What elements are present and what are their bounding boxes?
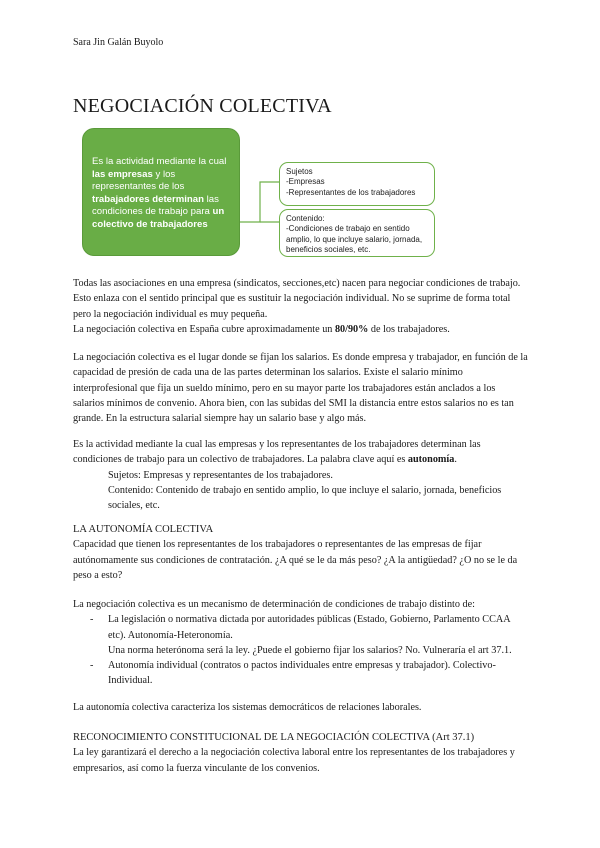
definition-bold-colectivo: un colectivo de trabajadores (92, 206, 225, 230)
paragraph-democraticos (73, 700, 528, 715)
page-title: NEGOCIACIÓN COLECTIVA (73, 95, 332, 117)
contenido-line: Contenido: Contenido de trabajo en sentido amplio, lo que incluye el salario, jornada, beneficios sociales, etc. (108, 484, 502, 512)
sujetos-line: Sujetos: Empresas y representantes de los trabajadores. (108, 469, 333, 481)
coverage-text-end: de los trabajadores. (368, 323, 450, 335)
section-autonomia-colectiva (73, 522, 528, 583)
definition-bold-trabajadores: trabajadores determinan (92, 193, 204, 205)
keyword-autonomia: autonomía (407, 454, 455, 466)
sujetos-representantes: -Representantes de los trabajadores (286, 187, 416, 197)
list-item-note: Una norma heterónoma será la ley. ¿Puede el gobierno fijar los salarios? No. Vulneraría el art 37.1. (108, 644, 512, 656)
paragraph-text: La negociación colectiva es el lugar donde se fijan los salarios. Es donde empresa y trabajador, en función de la capacidad de presión de cada una de las partes determinan los salarios. Existe el salario mínimo interprofesional que fija un sueldo mínimo, pero en su mayor parte los trabajadores están anclados a los salarios mínimos de convenio. Ahora bien, con las subidas del SMI la distancia entre estos salarios no es tan grande. En la estructura salarial siempre hay un salario base y algo más. (73, 352, 528, 425)
sujetos-box (279, 162, 435, 206)
contenido-label: Contenido: (286, 214, 325, 223)
section-text: La ley garantizará el derecho a la negociación colectiva laboral entre los representantes de los trabajadores y empresarios, así como la fuerza vinculante de los convenios. (73, 747, 515, 774)
contenido-box (279, 209, 435, 257)
definition-text: y los representantes de los (92, 168, 185, 193)
paragraph-mecanismo (73, 597, 528, 689)
paragraph-coverage (73, 322, 528, 337)
definition-text: las condiciones de trabajo para (92, 193, 219, 218)
section-reconocimiento (73, 730, 528, 776)
sujetos-label: Sujetos (286, 167, 313, 176)
definition-paragraph (73, 437, 528, 468)
list-item-autonomia-individual (73, 658, 528, 689)
coverage-percent: 80/90% (334, 323, 369, 335)
definition-text: Es la actividad mediante la cual (92, 156, 227, 167)
definition-paragraph-end: . (454, 454, 457, 466)
section-text: Capacidad que tienen los representantes de los trabajadores o representantes de las empresas de fijar autónomamente sus condiciones de contratación. ¿A qué se le da más peso? ¿A la antigüedad? ¿O no se le da peso a esto? (73, 539, 518, 581)
list-intro: La negociación colectiva es un mecanismo de determinación de condiciones de trabajo distinto de: (73, 599, 475, 610)
section-heading: RECONOCIMIENTO CONSTITUCIONAL DE LA NEGOCIACIÓN COLECTIVA (Art 37.1) (73, 732, 475, 743)
paragraph-text: La autonomía colectiva caracteriza los sistemas democráticos de relaciones laborales. (73, 702, 422, 713)
section-heading: LA AUTONOMÍA COLECTIVA (73, 524, 214, 535)
list-item-text: Autonomía individual (contratos o pactos individuales entre empresas y trabajador). Colectivo-Individual. (108, 660, 496, 687)
paragraph-asociaciones (73, 276, 528, 337)
paragraph-text: Todas las asociaciones en una empresa (sindicatos, secciones,etc) nacen para negociar condiciones de trabajo. Esto enlaza con el sentido principal que es sustituir la negociación individual. No se suprime de forma total pero la negociación individual es muy pequeña. (73, 278, 521, 320)
coverage-text: La negociación colectiva en España cubre aproximadamente un (73, 323, 335, 335)
author-name: Sara Jin Galán Buyolo (73, 37, 164, 48)
paragraph-salarios (73, 350, 528, 426)
sujetos-empresas: -Empresas (286, 177, 325, 187)
definition-bold-empresas: las empresas (92, 168, 153, 180)
definition-paragraph-text: Es la actividad mediante la cual las empresas y los representantes de los trabajadores determinan las condiciones de trabajo para un colectivo de trabajadores. La palabra clave aquí es (73, 439, 481, 466)
list-item-legislacion (73, 612, 528, 658)
contenido-text: -Condiciones de trabajo en sentido amplio, lo que incluye salario, jornada, beneficios sociales, etc. (286, 224, 423, 255)
dash-bullet: - (90, 614, 94, 626)
dash-bullet: - (90, 660, 94, 672)
definition-box (82, 128, 240, 256)
list-item-text: La legislación o normativa dictada por autoridades públicas (Estado, Gobierno, Parlamento CCAA etc). Autonomía-Heteronomía. (108, 614, 511, 641)
paragraph-definicion (73, 437, 528, 513)
diagram-connector (240, 160, 280, 230)
